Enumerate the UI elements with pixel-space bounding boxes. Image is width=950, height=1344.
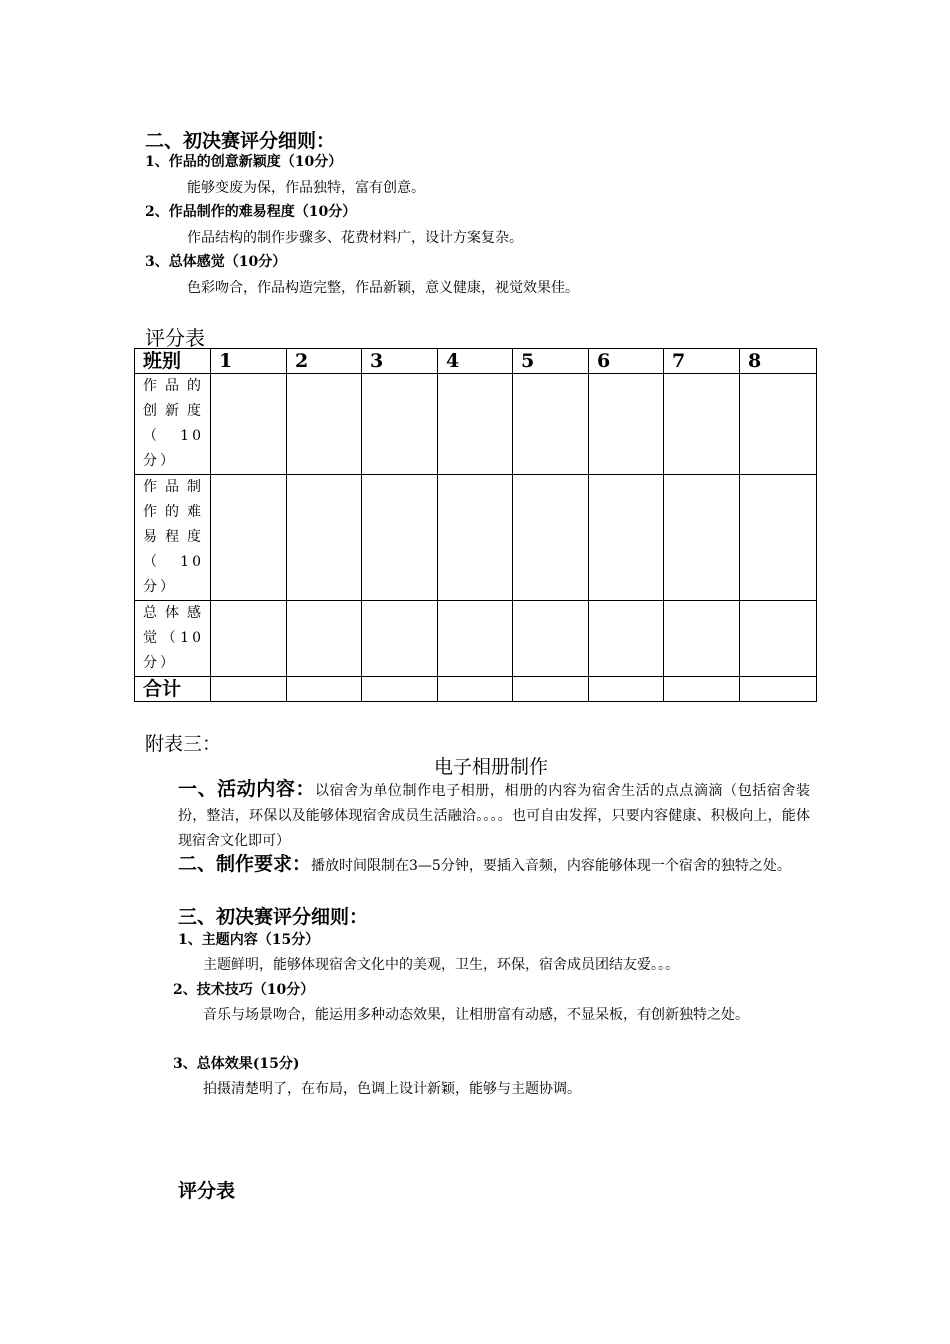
requirement-paragraph: [178, 852, 810, 879]
score-cell[interactable]: [287, 475, 362, 601]
score-cell[interactable]: [589, 374, 664, 475]
score-cell[interactable]: [362, 475, 438, 601]
score-cell[interactable]: [664, 601, 740, 677]
score-cell[interactable]: [589, 601, 664, 677]
score-cell[interactable]: [287, 677, 362, 702]
score-cell[interactable]: [287, 601, 362, 677]
score-cell[interactable]: [362, 374, 438, 475]
section-heading: 三、初决赛评分细则：: [178, 906, 369, 928]
score-cell[interactable]: [740, 601, 817, 677]
table-row: [135, 601, 817, 677]
criterion-title: 1、作品的创意新颖度（10分）: [145, 154, 343, 170]
score-cell[interactable]: [211, 475, 287, 601]
criterion-title: 3、总体效果(15分): [173, 1056, 300, 1072]
score-table: [134, 348, 817, 702]
criterion-text: 主题鲜明，能够体现宿舍文化中的美观，卫生，环保，宿舍成员团结友爱。。。: [203, 957, 679, 973]
score-cell[interactable]: [513, 601, 589, 677]
header-cell: 2: [287, 349, 362, 374]
score-cell[interactable]: [211, 374, 287, 475]
score-cell[interactable]: [362, 677, 438, 702]
score-cell[interactable]: [664, 475, 740, 601]
score-cell[interactable]: [438, 601, 513, 677]
activity-heading: 一、活动内容：: [178, 778, 316, 800]
score-cell[interactable]: [211, 601, 287, 677]
header-cell: 7: [664, 349, 740, 374]
row-label: 作品制作的难易程度（10分）: [135, 475, 211, 601]
score-cell[interactable]: [362, 601, 438, 677]
total-label: 合计: [135, 677, 211, 702]
section-heading: 二、初决赛评分细则：: [145, 130, 336, 152]
score-cell[interactable]: [513, 677, 589, 702]
criterion-text: 拍摄清楚明了，在布局，色调上设计新颖，能够与主题协调。: [203, 1081, 581, 1097]
requirement-text: 播放时间限制在3—5分钟，要插入音频，内容能够体现一个宿舍的独特之处。: [311, 858, 791, 874]
requirement-heading: 二、制作要求：: [178, 853, 312, 875]
table-title: 评分表: [145, 326, 205, 350]
header-cell: 8: [740, 349, 817, 374]
appendix-label: 附表三：: [145, 733, 222, 755]
score-cell[interactable]: [589, 475, 664, 601]
score-cell[interactable]: [438, 475, 513, 601]
activity-text: 以宿舍为单位制作电子相册，相册的内容为宿舍生活的点点滴滴（包括宿舍装扮，整洁，环保以及能够体现宿舍成员生活融洽。。。。也可自由发挥，只要内容健康、积极向上，能体现宿舍文化即可）: [178, 783, 810, 849]
score-cell[interactable]: [740, 677, 817, 702]
criterion-title: 3、总体感觉（10分）: [145, 254, 287, 270]
score-cell[interactable]: [513, 374, 589, 475]
score-cell[interactable]: [664, 677, 740, 702]
table-row: [135, 374, 817, 475]
table-title: 评分表: [178, 1180, 236, 1202]
score-cell[interactable]: [438, 677, 513, 702]
table-row: [135, 475, 817, 601]
row-label: 总体感觉（10分）: [135, 601, 211, 677]
activity-paragraph: [178, 777, 810, 854]
total-row: [135, 677, 817, 702]
criterion-title: 1、主题内容（15分）: [178, 932, 320, 948]
score-cell[interactable]: [740, 374, 817, 475]
criterion-title: 2、技术技巧（10分）: [173, 982, 315, 998]
header-cell: 4: [438, 349, 513, 374]
table-header-row: [135, 349, 817, 374]
header-cell: 5: [513, 349, 589, 374]
score-cell[interactable]: [664, 374, 740, 475]
score-cell[interactable]: [740, 475, 817, 601]
score-cell[interactable]: [211, 677, 287, 702]
score-cell[interactable]: [589, 677, 664, 702]
header-cell: 班别: [135, 349, 211, 374]
header-cell: 3: [362, 349, 438, 374]
row-label: 作品的创新度（10分）: [135, 374, 211, 475]
score-cell[interactable]: [513, 475, 589, 601]
criterion-text: 音乐与场景吻合，能运用多种动态效果，让相册富有动感，不显呆板，有创新独特之处。: [203, 1007, 749, 1023]
score-cell[interactable]: [287, 374, 362, 475]
criterion-text: 能够变废为保，作品独特，富有创意。: [187, 180, 425, 196]
score-cell[interactable]: [438, 374, 513, 475]
appendix-title: 电子相册制作: [433, 756, 548, 778]
criterion-title: 2、作品制作的难易程度（10分）: [145, 204, 357, 220]
header-cell: 6: [589, 349, 664, 374]
criterion-text: 作品结构的制作步骤多、花费材料广，设计方案复杂。: [187, 230, 523, 246]
header-cell: 1: [211, 349, 287, 374]
criterion-text: 色彩吻合，作品构造完整，作品新颖，意义健康，视觉效果佳。: [187, 280, 579, 296]
